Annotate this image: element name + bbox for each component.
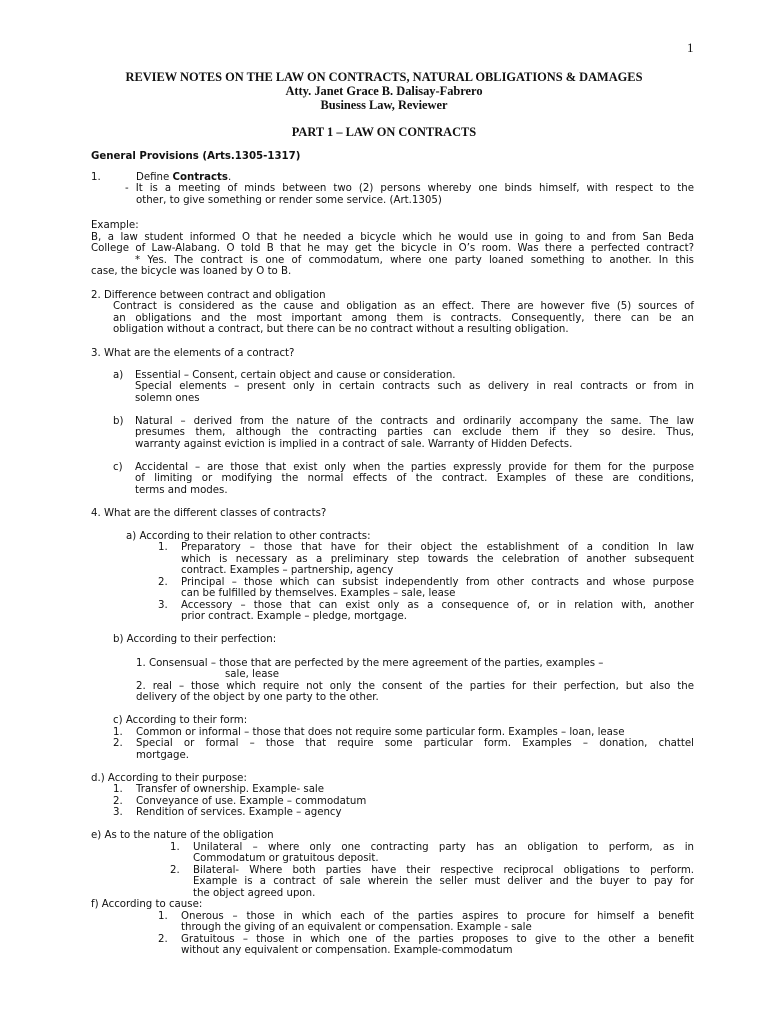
q4-d3-line: Rendition of services. Example – agency	[136, 807, 342, 818]
q3-item-c-marker: c)	[113, 462, 123, 473]
q3-item-c-line: of limiting or modifying the normal effects of the contract. Examples of these are conditions,	[135, 473, 694, 484]
q4-e2-line: Bilateral- Where both parties have their respective reciprocal obligations to perform.	[193, 865, 694, 876]
q4-e2-line: Example is a contract of sale wherein the seller must deliver and the buyer to pay for	[193, 876, 694, 887]
q4-b1-line: sale, lease	[225, 669, 280, 680]
q4-c1-number: 1.	[113, 727, 123, 738]
q3-item-b-marker: b)	[113, 416, 124, 427]
q3-item-a-line: solemn ones	[135, 393, 200, 404]
document-title: REVIEW NOTES ON THE LAW ON CONTRACTS, NATURAL OBLIGATIONS & DAMAGES	[125, 70, 643, 84]
q4-a3-line: prior contract. Example – pledge, mortgage.	[181, 611, 407, 622]
q3-question: 3. What are the elements of a contract?	[91, 348, 295, 359]
q4-question: 4. What are the different classes of contracts?	[91, 508, 327, 519]
q4-a1-number: 1.	[158, 542, 168, 553]
q3-item-b-line: presumes them, although the contracting parties can exclude them if they so desire. Thus,	[135, 427, 694, 438]
example-label: Example:	[91, 220, 139, 231]
q4-c2-line: Special or formal – those that require some particular form. Examples – donation, chattel	[136, 738, 694, 749]
example-answer-line: * Yes. The contract is one of commodatum, where one party loaned something to another. In this	[135, 255, 694, 266]
q4-c2-line: mortgage.	[136, 750, 190, 761]
author-line: Atty. Janet Grace B. Dalisay-Fabrero	[285, 84, 483, 98]
q4-d3-number: 3.	[113, 807, 123, 818]
q4-c-heading: c) According to their form:	[113, 715, 248, 726]
q4-d2-number: 2.	[113, 796, 123, 807]
example-answer-line: case, the bicycle was loaned by O to B.	[91, 266, 292, 277]
q1-question: Define Contracts.	[136, 172, 232, 183]
q4-d2-line: Conveyance of use. Example – commodatum	[136, 796, 367, 807]
example-line: College of Law-Alabang. O told B that he may get the bicycle in O’s room. Was there a perfected contract?	[91, 243, 694, 254]
q2-question: 2. Difference between contract and obligation	[91, 290, 326, 301]
q4-e2-line: the object agreed upon.	[193, 888, 316, 899]
q4-a2-line: can be fulfilled by themselves. Examples – sale, lease	[181, 588, 456, 599]
q4-b1-line: 1. Consensual – those that are perfected by the mere agreement of the parties, examples –	[136, 658, 604, 669]
q4-f2-number: 2.	[158, 934, 168, 945]
q4-f1-line: Onerous – those in which each of the parties aspires to procure for himself a benefit	[181, 911, 694, 922]
example-line: B, a law student informed O that he needed a bicycle which he would use in going to and from San Beda	[91, 232, 694, 243]
part-heading: PART 1 – LAW ON CONTRACTS	[291, 125, 477, 139]
q4-d1-number: 1.	[113, 784, 123, 795]
q2-answer-line: an obligations and the most important among them is contracts. Consequently, there can be an	[113, 313, 694, 324]
q3-item-c-line: Accidental – are those that exist only when the parties expressly provide for them for the purpose	[135, 462, 694, 473]
q4-a3-number: 3.	[158, 600, 168, 611]
q4-a2-line: Principal – those which can subsist independently from other contracts and whose purpose	[181, 577, 694, 588]
section-heading: General Provisions (Arts.1305-1317)	[91, 151, 301, 162]
q4-e2-number: 2.	[170, 865, 180, 876]
q4-a3-line: Accessory – those that can exist only as a consequence of, or in relation with, another	[181, 600, 694, 611]
q2-answer-line: Contract is considered as the cause and obligation as an effect. There are however five (5) sources of	[113, 301, 694, 312]
q3-item-c-line: terms and modes.	[135, 485, 228, 496]
q4-e1-line: Unilateral – where only one contracting party has an obligation to perform, as in	[193, 842, 694, 853]
q2-answer-line: obligation without a contract, but there can be no contract without a resulting obligation.	[113, 324, 569, 335]
q1-answer-line: other, to give something or render some service. (Art.1305)	[136, 195, 442, 206]
page-number: 1	[687, 40, 694, 55]
q1-answer-line: - It is a meeting of minds between two (2) persons whereby one binds himself, with respect to the	[125, 183, 694, 194]
q4-a2-number: 2.	[158, 577, 168, 588]
q4-f2-line: without any equivalent or compensation. Example-commodatum	[181, 945, 513, 956]
q4-e1-number: 1.	[170, 842, 180, 853]
q4-a1-line: Preparatory – those that have for their object the establishment of a condition In law	[181, 542, 694, 553]
q3-item-a-marker: a)	[113, 370, 124, 381]
q3-item-a-line: Special elements – present only in certain contracts such as delivery in real contracts or from in	[135, 381, 694, 392]
q4-f1-number: 1.	[158, 911, 168, 922]
q3-item-b-line: Natural – derived from the nature of the contracts and ordinarily accompany the same. The law	[135, 416, 694, 427]
q3-item-a-line: Essential – Consent, certain object and cause or consideration.	[135, 370, 456, 381]
q4-a1-line: contract. Examples – partnership, agency	[181, 565, 394, 576]
q4-f2-line: Gratuitous – those in which one of the parties proposes to give to the other a benefit	[181, 934, 694, 945]
q4-e1-line: Commodatum or gratuitous deposit.	[193, 853, 379, 864]
q4-b2-line: delivery of the object by one party to the other.	[136, 692, 379, 703]
q4-d1-line: Transfer of ownership. Example- sale	[136, 784, 325, 795]
q4-b-heading: b) According to their perfection:	[113, 634, 277, 645]
q4-b2-line: 2. real – those which require not only the consent of the parties for their perfection, but also the	[136, 681, 694, 692]
q4-f-heading: f) According to cause:	[91, 899, 203, 910]
q4-c2-number: 2.	[113, 738, 123, 749]
q4-a-heading: a) According to their relation to other contracts:	[126, 531, 371, 542]
q3-item-b-line: warranty against eviction is implied in a contract of sale. Warranty of Hidden Defects.	[135, 439, 573, 450]
subject-line: Business Law, Reviewer	[320, 98, 448, 112]
q4-f1-line: through the giving of an equivalent or compensation. Example - sale	[181, 922, 532, 933]
q1-number: 1.	[91, 172, 101, 183]
q4-e-heading: e) As to the nature of the obligation	[91, 830, 274, 841]
q4-c1-line: Common or informal – those that does not require some particular form. Examples – loan, lease	[136, 727, 625, 738]
q4-d-heading: d.) According to their purpose:	[91, 773, 247, 784]
q4-a1-line: which is necessary as a preliminary step towards the celebration of another subsequent	[181, 554, 694, 565]
